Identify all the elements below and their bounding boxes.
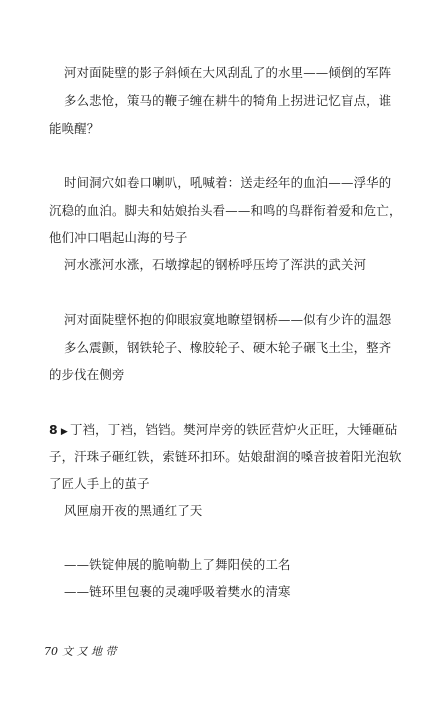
text-line: 能唤醒？ <box>49 121 100 136</box>
text-line: 的步伐在侧旁 <box>49 367 125 382</box>
text-line: 多么悲怆，策马的鞭子缠在耕牛的犄角上拐进记忆盲点，谁 <box>64 93 392 108</box>
text-line: 风匣扇开夜的黑通红了天 <box>64 503 203 518</box>
text-line: 他们冲口唱起山海的号子 <box>49 230 188 245</box>
section-heading-line <box>49 422 397 440</box>
running-title: 文 又 地 带 <box>62 645 117 658</box>
page-footer <box>44 643 117 659</box>
text-line: ——链环里包裹的灵魂呼吸着樊水的清寒 <box>64 584 291 599</box>
text-line: 沉稳的血泊。脚夫和姑娘抬头看——和鸣的鸟群衔着爱和危亡， <box>49 203 402 218</box>
section-marker-icon: ▶ <box>60 427 68 437</box>
text-line: 丁裆，丁裆，铛铛。樊河岸旁的铁匠营炉火正旺，大锤砸砧 <box>69 422 398 437</box>
section-number: 8 <box>49 422 58 437</box>
text-line: ——铁锭伸展的脆响勒上了舞阳侯的工名 <box>64 557 291 572</box>
text-line: 了匠人手上的茧子 <box>49 476 150 491</box>
text-line: 河对面陡壁的影子斜倾在大风刮乱了的水里——倾倒的军阵 <box>64 65 392 80</box>
text-line: 子，汗珠子砸红铁，索链环扣环。姑娘甜润的嗓音披着阳光泡软 <box>49 449 402 464</box>
text-line: 河水涨河水涨，石墩撑起的钢桥呼压垮了浑洪的武关河 <box>64 257 367 272</box>
text-line: 时间洞穴如卷口喇叭，吼喊着：送走经年的血泊——浮华的 <box>64 175 392 190</box>
text-line: 河对面陡壁怀抱的仰眼寂寞地瞭望钢桥——似有少许的温怨 <box>64 312 392 327</box>
page-number: 70 <box>44 645 58 658</box>
text-line: 多么震颤，钢铁轮子、橡胶轮子、硬木轮子碾飞土尘，整齐 <box>64 340 392 355</box>
